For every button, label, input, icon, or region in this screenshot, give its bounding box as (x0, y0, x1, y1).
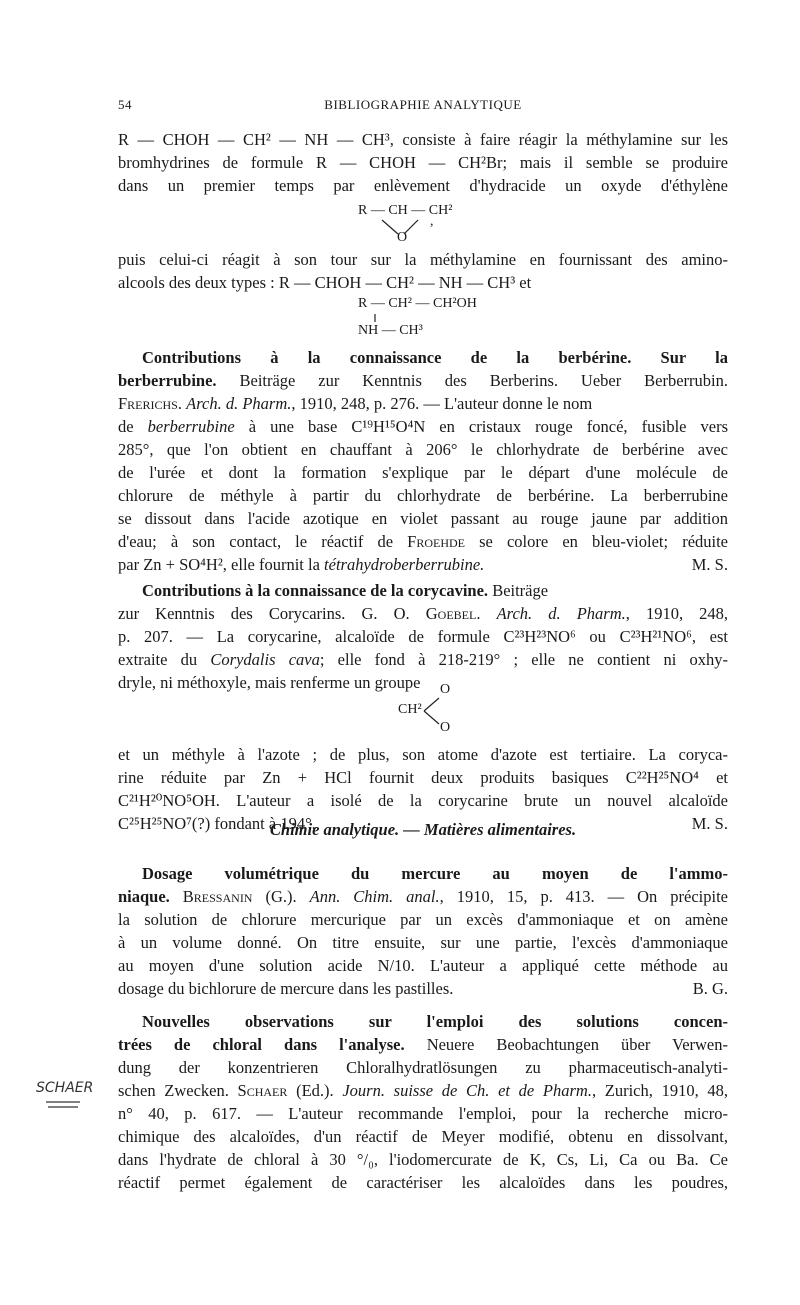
text-line: se dissout dans l'acide azotique en violet passant au rouge jaune par addition (118, 509, 728, 528)
text-line: dung der konzentrieren Chloralhydratlösungen zu pharmaceutisch-analyti- (118, 1058, 728, 1077)
text-line: C²⁵H²⁵NO⁷(?) fondant à 194°. M. S. (118, 812, 728, 836)
page-number: 54 (118, 97, 132, 112)
entry-title: Contributions à la connaissance de la corycavine. Beiträge (142, 581, 549, 600)
text-line: de berberrubine à une base C¹⁹H¹⁵O⁴N en cristaux rouge foncé, fusible vers (118, 417, 729, 436)
text-line: p. 207. — La corycarine, alcaloïde de formule C²³H²³NO⁶ ou C²³H²¹NO⁶, est (118, 627, 728, 646)
entry-title: Contributions à la connaissance de la berbérine. Sur la (142, 348, 728, 367)
text-line: Frerichs. Arch. d. Pharm., 1910, 248, p. 276. — L'auteur donne le nom (118, 394, 593, 413)
text-line: schen Zwecken. Schaer (Ed.). Journ. suisse de Ch. et de Pharm., Zurich, 1910, 48, (118, 1081, 728, 1100)
formula-bond (372, 313, 378, 323)
text-line: dryle, ni méthoxyle, mais renferme un groupe (118, 673, 421, 692)
entry-title: Nouvelles observations sur l'emploi des solutions concen- (142, 1012, 728, 1031)
formula-top: R — CH — CH² (358, 203, 453, 218)
text-line: n° 40, p. 617. — L'auteur recommande l'emploi, pour la recherche micro- (118, 1104, 728, 1123)
formula-o1: O (440, 682, 451, 697)
text-line: chimique des alcaloïdes, d'un réactif de Meyer modifié, obtenu en dissolvant, (118, 1127, 728, 1146)
entry-title: Dosage volumétrique du mercure au moyen de l'ammo- (142, 864, 728, 883)
text-line: extraite du Corydalis cava; elle fond à 218-219° ; elle ne contient ni oxhy- (118, 650, 728, 669)
text-line: réactif permet également de caractériser les alcaloïdes dans les poudres, (118, 1173, 728, 1192)
text-line: dans un premier temps par enlèvement d'hydracide un oxyde d'éthylène (118, 176, 728, 195)
margin-underline-mark (44, 1100, 84, 1110)
formula-o2: O (440, 720, 451, 735)
signature: B. G. (692, 979, 728, 998)
formula-ch2: CH² (398, 702, 422, 717)
running-title: BIBLIOGRAPHIE ANALYTIQUE (324, 97, 522, 112)
text-line: par Zn + SO⁴H², elle fournit la tétrahydroberberrubine. M. S. (118, 553, 728, 577)
text-line: d'eau; à son contact, le réactif de Froehde se colore en bleu-violet; réduite (118, 532, 729, 551)
text-line: chlorure de méthyle à partir du chlorhydrate de berbérine. La berberrubine (118, 486, 728, 505)
text-line: et un méthyle à l'azote ; de plus, son atome d'azote est tertiaire. La coryca- (118, 745, 728, 764)
text-line: dosage du bichlorure de mercure dans les pastilles. B. G. (118, 977, 728, 1001)
section-heading: Chimie analytique. — Matières alimentaires. (269, 820, 577, 839)
text-line: niaque. Bressanin (G.). Ann. Chim. anal., 1910, 15, p. 413. — On précipite (118, 887, 729, 906)
formula-top: R — CH² — CH²OH (358, 296, 477, 311)
text-line: au moyen d'une solution acide N/10. L'auteur a appliqué cette méthode au (118, 956, 728, 975)
text-line: de l'urée et dont la formation s'explique par le départ d'une molécule de (118, 463, 728, 482)
formula-comma: , (430, 214, 434, 229)
running-header (118, 97, 728, 117)
text-line: trées de chloral dans l'analyse. Neuere Beobachtungen über Verwen- (118, 1035, 728, 1054)
signature: M. S. (691, 555, 728, 574)
handwritten-margin-note: SCHAER (36, 1080, 94, 1096)
text-line: puis celui-ci réagit à son tour sur la méthylamine en fournissant des amino- (118, 250, 728, 269)
formula-oxygen: O (397, 230, 408, 245)
text-line: zur Kenntnis des Corycarins. G. O. Goebel. Arch. d. Pharm., 1910, 248, (118, 604, 729, 623)
text-line: à un volume donné. On titre ensuite, sur une partie, l'excès d'ammoniaque (118, 933, 728, 952)
text-line: 285°, que l'on obtient en chauffant à 206° le chlorhydrate de berbérine avec (118, 440, 728, 459)
text-line: berberrubine. Beiträge zur Kenntnis des Berberins. Ueber Berberrubin. (118, 371, 728, 390)
text-line: R — CHOH — CH² — NH — CH³, consiste à faire réagir la méthylamine sur les (118, 130, 728, 149)
text-line: dans l'hydrate de chloral à 30 °/₀, l'iodomercurate de K, Cs, Li, Ca ou Ba. Ce (118, 1150, 728, 1169)
formula-bottom: NH — CH³ (358, 323, 423, 338)
text-line: bromhydrines de formule R — CHOH — CH²Br; mais il semble se produire (118, 153, 728, 172)
text-line: alcools des deux types : R — CHOH — CH² — NH — CH³ et (118, 273, 532, 292)
text-line: la solution de chlorure mercurique par un excès d'ammoniaque et on amène (118, 910, 728, 929)
signature: M. S. (691, 814, 728, 833)
text-line: C²¹H²⁰NO⁵OH. L'auteur a isolé de la corycarine brute un nouvel alcaloïde (118, 791, 728, 810)
text-line: rine réduite par Zn + HCl fournit deux produits basiques C²²H²⁵NO⁴ et (118, 768, 728, 787)
author: Frerichs. (118, 394, 182, 413)
